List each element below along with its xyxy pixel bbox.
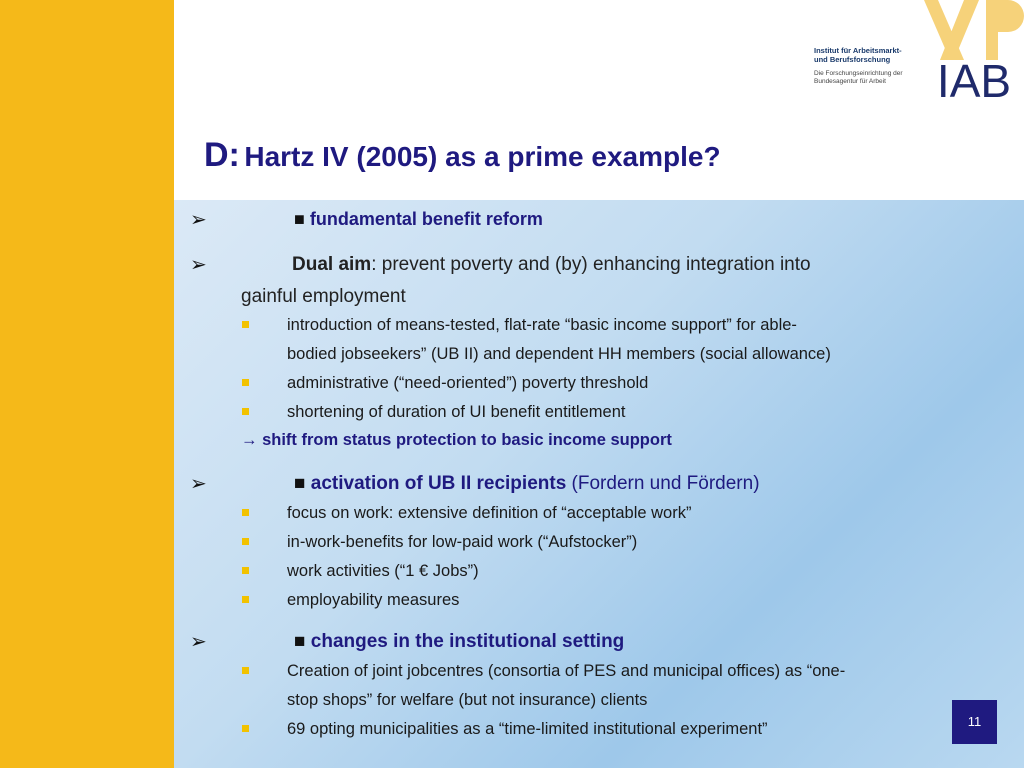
arrow-bullet-icon: ➢ [190, 473, 207, 495]
svg-text:IAB: IAB [936, 55, 1012, 100]
page-number: 11 [952, 700, 997, 744]
square-bullet-icon [242, 567, 249, 574]
arrow-bullet-icon: ➢ [190, 631, 207, 653]
left-accent-bar [0, 0, 174, 768]
list-item: stop shops” for welfare (but not insurance) clients [287, 691, 648, 709]
square-bullet-icon [242, 725, 249, 732]
section-2-heading-cont: gainful employment [241, 286, 406, 307]
logo-text [814, 46, 924, 86]
list-item: focus on work: extensive definition of “acceptable work” [287, 504, 692, 522]
square-marker-icon: ■ [294, 631, 306, 652]
logo-line-1: Institut für Arbeitsmarkt- [814, 46, 902, 55]
square-marker-icon: ■ [294, 209, 305, 229]
logo-line-2: und Berufsforschung [814, 55, 891, 64]
square-bullet-icon [242, 379, 249, 386]
section-2-conclusion: → shift from status protection to basic income support [241, 431, 672, 449]
section-4-heading: ■ changes in the institutional setting [294, 631, 625, 652]
list-item: bodied jobseekers” (UB II) and dependent HH members (social allowance) [287, 345, 831, 363]
list-item: 69 opting municipalities as a “time-limited institutional experiment” [287, 720, 768, 738]
list-item: employability measures [287, 591, 460, 609]
iab-logo [814, 0, 1024, 100]
iab-logo-mark [924, 0, 1024, 100]
arrow-bullet-icon: ➢ [190, 254, 207, 276]
logo-line-4: Bundesagentur für Arbeit [814, 78, 886, 85]
page-title [204, 136, 721, 175]
title-text: Hartz IV (2005) as a prime example? [244, 141, 721, 172]
right-arrow-icon: → [241, 431, 258, 449]
logo-line-3: Die Forschungseinrichtung der [814, 70, 903, 77]
section-3-heading: ■ activation of UB II recipients (Fordern und Fördern) [294, 473, 760, 494]
list-item: introduction of means-tested, flat-rate “basic income support” for able- [287, 316, 797, 334]
square-marker-icon: ■ [294, 473, 306, 494]
title-letter: D: [204, 136, 240, 174]
square-bullet-icon [242, 408, 249, 415]
list-item: work activities (“1 € Jobs”) [287, 562, 479, 580]
list-item: shortening of duration of UI benefit entitlement [287, 403, 626, 421]
list-item: in-work-benefits for low-paid work (“Aufstocker”) [287, 533, 638, 551]
arrow-bullet-icon: ➢ [190, 209, 207, 231]
square-bullet-icon [242, 596, 249, 603]
square-bullet-icon [242, 509, 249, 516]
square-bullet-icon [242, 321, 249, 328]
square-bullet-icon [242, 538, 249, 545]
list-item: Creation of joint jobcentres (consortia of PES and municipal offices) as “one- [287, 662, 846, 680]
list-item: administrative (“need-oriented”) poverty threshold [287, 374, 649, 392]
section-1-heading: ■ fundamental benefit reform [294, 209, 543, 229]
square-bullet-icon [242, 667, 249, 674]
section-2-heading: Dual aim: prevent poverty and (by) enhancing integration into [292, 254, 811, 275]
